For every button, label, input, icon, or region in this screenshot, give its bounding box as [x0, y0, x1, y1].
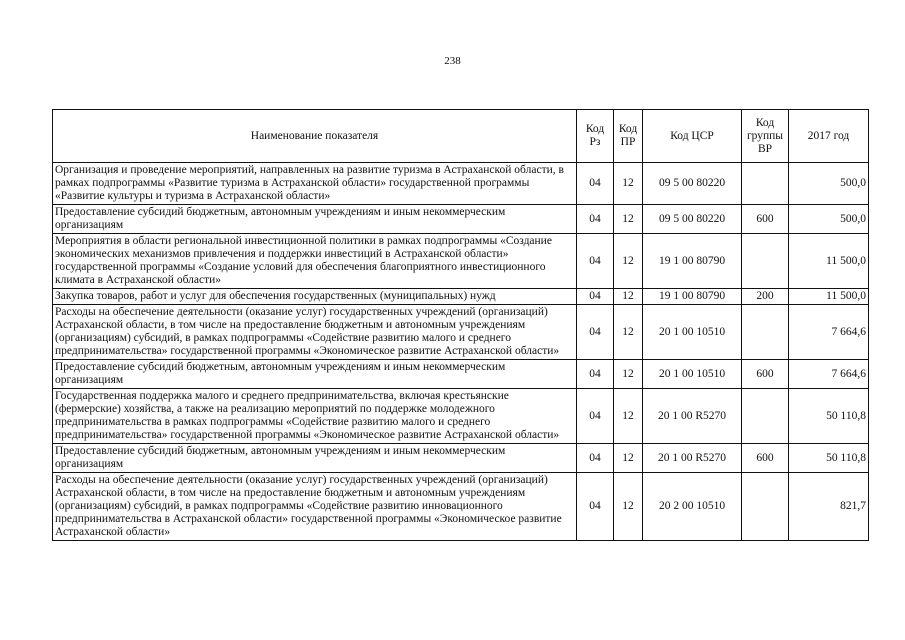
row-rz: 04 [577, 205, 614, 234]
header-vr: Код группы ВР [742, 110, 789, 163]
row-csr: 20 1 00 10510 [643, 305, 742, 360]
row-rz: 04 [577, 163, 614, 205]
row-csr: 20 1 00 10510 [643, 360, 742, 389]
row-csr: 19 1 00 80790 [643, 234, 742, 289]
row-name: Предоставление субсидий бюджетным, автономным учреждениям и иным некоммерческим организациям [53, 444, 577, 473]
row-vr [742, 305, 789, 360]
header-pr: Код ПР [614, 110, 643, 163]
row-csr: 19 1 00 80790 [643, 289, 742, 305]
row-csr: 20 1 00 R5270 [643, 444, 742, 473]
row-name: Организация и проведение мероприятий, направленных на развитие туризма в Астраханской области, в рамках подпрограммы «Развитие туризма в Астраханской области» государственной программы «Развитие культуры и туризма в Астраханской области» [53, 163, 577, 205]
row-rz: 04 [577, 360, 614, 389]
row-sum: 11 500,0 [789, 289, 869, 305]
row-name: Закупка товаров, работ и услуг для обеспечения государственных (муниципальных) нужд [53, 289, 577, 305]
budget-table [52, 109, 869, 541]
row-vr: 600 [742, 205, 789, 234]
row-pr: 12 [614, 305, 643, 360]
header-year: 2017 год [789, 110, 869, 163]
row-rz: 04 [577, 234, 614, 289]
row-pr: 12 [614, 163, 643, 205]
row-name: Мероприятия в области региональной инвестиционной политики в рамках подпрограммы «Создание экономических механизмов привлечения и поддержки инвестиций в Астраханской области» государственной программы «Создание условий для обеспечения благоприятного инвестиционного климата в Астраханской области» [53, 234, 577, 289]
row-pr: 12 [614, 205, 643, 234]
row-vr: 600 [742, 360, 789, 389]
row-name: Предоставление субсидий бюджетным, автономным учреждениям и иным некоммерческим организациям [53, 205, 577, 234]
row-sum: 500,0 [789, 205, 869, 234]
row-rz: 04 [577, 305, 614, 360]
row-sum: 50 110,8 [789, 444, 869, 473]
table-row [53, 360, 869, 389]
table-row [53, 444, 869, 473]
row-rz: 04 [577, 444, 614, 473]
row-vr [742, 163, 789, 205]
table-row [53, 205, 869, 234]
table-row [53, 389, 869, 444]
table-row [53, 305, 869, 360]
page-number: 238 [444, 55, 461, 67]
row-csr: 20 1 00 R5270 [643, 389, 742, 444]
row-pr: 12 [614, 360, 643, 389]
row-rz: 04 [577, 289, 614, 305]
row-pr: 12 [614, 289, 643, 305]
table-row [53, 234, 869, 289]
table-row [53, 473, 869, 541]
row-rz: 04 [577, 389, 614, 444]
header-name: Наименование показателя [53, 110, 577, 163]
table-row [53, 163, 869, 205]
row-name: Предоставление субсидий бюджетным, автономным учреждениям и иным некоммерческим организациям [53, 360, 577, 389]
row-vr: 200 [742, 289, 789, 305]
header-rz: Код Рз [577, 110, 614, 163]
row-csr: 20 2 00 10510 [643, 473, 742, 541]
row-pr: 12 [614, 473, 643, 541]
row-sum: 7 664,6 [789, 305, 869, 360]
row-sum: 11 500,0 [789, 234, 869, 289]
row-vr [742, 473, 789, 541]
row-sum: 7 664,6 [789, 360, 869, 389]
row-pr: 12 [614, 234, 643, 289]
table-row [53, 289, 869, 305]
row-name: Государственная поддержка малого и среднего предпринимательства, включая крестьянские (фермерские) хозяйства, а также на реализацию мероприятий по поддержке молодежного предпринимательства в рамках подпрограммы «Содействие развитию малого и среднего предпринимательства» государственной программы «Экономическое развитие Астраханской области» [53, 389, 577, 444]
row-vr [742, 389, 789, 444]
row-sum: 500,0 [789, 163, 869, 205]
header-csr: Код ЦСР [643, 110, 742, 163]
row-sum: 821,7 [789, 473, 869, 541]
row-vr: 600 [742, 444, 789, 473]
row-pr: 12 [614, 444, 643, 473]
row-csr: 09 5 00 80220 [643, 163, 742, 205]
row-rz: 04 [577, 473, 614, 541]
row-csr: 09 5 00 80220 [643, 205, 742, 234]
row-sum: 50 110,8 [789, 389, 869, 444]
row-vr [742, 234, 789, 289]
table-header-row [53, 110, 869, 163]
row-name: Расходы на обеспечение деятельности (оказание услуг) государственных учреждений (организаций) Астраханской области, в том числе на предоставление бюджетным и автономным учреждениям (организациям) субсидий, в рамках подпрограммы «Содействие развитию малого и среднего предпринимательства» государственной программы «Экономическое развитие Астраханской области» [53, 305, 577, 360]
row-pr: 12 [614, 389, 643, 444]
row-name: Расходы на обеспечение деятельности (оказание услуг) государственных учреждений (организаций) Астраханской области, в том числе на предоставление бюджетным и автономным учреждениям (организациям) субсидий, в рамках подпрограммы «Содействие развитию инновационного предпринимательства в Астраханской области» государственной программы «Экономическое развитие Астраханской области» [53, 473, 577, 541]
